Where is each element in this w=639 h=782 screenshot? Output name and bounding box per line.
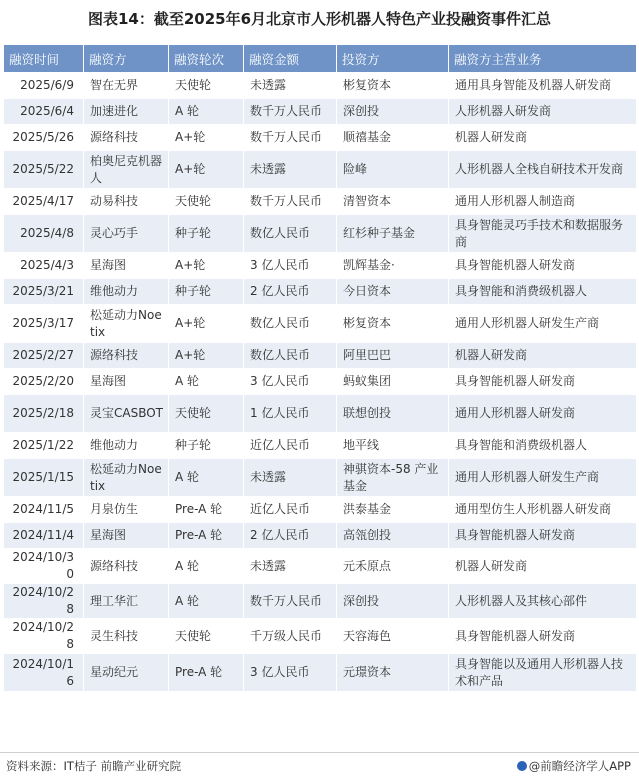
cell-amount: 1 亿人民币 — [244, 395, 337, 433]
cell-amount: 近亿人民币 — [244, 497, 337, 523]
cell-investor: 深创投 — [337, 584, 449, 619]
col-header-investor: 投资方 — [337, 45, 449, 73]
cell-company: 柏奥尼克机器人 — [84, 151, 169, 189]
cell-business: 机器人研发商 — [449, 125, 637, 151]
cell-company: 星动纪元 — [84, 654, 169, 692]
cell-date: 2025/4/17 — [4, 189, 84, 215]
cell-amount: 未透露 — [244, 151, 337, 189]
cell-date: 2025/6/4 — [4, 99, 84, 125]
cell-round: Pre-A 轮 — [169, 654, 244, 692]
cell-round: 天使轮 — [169, 189, 244, 215]
table-row — [4, 343, 637, 369]
cell-company: 维他动力 — [84, 279, 169, 305]
cell-company: 智在无界 — [84, 73, 169, 99]
table-row — [4, 189, 637, 215]
cell-investor: 清智资本 — [337, 189, 449, 215]
cell-round: 天使轮 — [169, 395, 244, 433]
cell-business: 具身智能机器人研发商 — [449, 619, 637, 654]
cell-investor: 凯辉基金· — [337, 253, 449, 279]
footer — [0, 752, 639, 777]
cell-amount: 2 亿人民币 — [244, 279, 337, 305]
cell-company: 月泉仿生 — [84, 497, 169, 523]
cell-company: 源络科技 — [84, 125, 169, 151]
table-row — [4, 279, 637, 305]
cell-business: 人形机器人及其核心部件 — [449, 584, 637, 619]
cell-business: 通用人形机器人研发商 — [449, 395, 637, 433]
cell-round: 种子轮 — [169, 433, 244, 459]
cell-business: 机器人研发商 — [449, 343, 637, 369]
table-row — [4, 99, 637, 125]
cell-amount: 数亿人民币 — [244, 215, 337, 253]
cell-round: Pre-A 轮 — [169, 523, 244, 549]
cell-round: A 轮 — [169, 584, 244, 619]
cell-date: 2025/5/22 — [4, 151, 84, 189]
cell-round: 种子轮 — [169, 215, 244, 253]
cell-business: 具身智能机器人研发商 — [449, 523, 637, 549]
cell-date: 2025/4/3 — [4, 253, 84, 279]
cell-company: 松延动力Noetix — [84, 305, 169, 343]
cell-company: 松延动力Noetix — [84, 459, 169, 497]
brand-logo-icon — [517, 761, 527, 771]
cell-company: 加速进化 — [84, 99, 169, 125]
cell-company: 源络科技 — [84, 343, 169, 369]
cell-amount: 2 亿人民币 — [244, 523, 337, 549]
cell-date: 2025/5/26 — [4, 125, 84, 151]
cell-date: 2025/3/17 — [4, 305, 84, 343]
cell-amount: 千万级人民币 — [244, 619, 337, 654]
page-title: 图表14：截至2025年6月北京市人形机器人特色产业投融资事件汇总 — [87, 10, 552, 28]
cell-business: 通用型仿生人形机器人研发商 — [449, 497, 637, 523]
cell-company: 灵心巧手 — [84, 215, 169, 253]
cell-investor: 今日资本 — [337, 279, 449, 305]
cell-investor: 地平线 — [337, 433, 449, 459]
cell-date: 2025/2/20 — [4, 369, 84, 395]
cell-amount: 3 亿人民币 — [244, 369, 337, 395]
cell-amount: 数千万人民币 — [244, 584, 337, 619]
table-row — [4, 433, 637, 459]
financing-table — [3, 44, 637, 692]
cell-amount: 3 亿人民币 — [244, 253, 337, 279]
cell-amount: 未透露 — [244, 459, 337, 497]
cell-amount: 3 亿人民币 — [244, 654, 337, 692]
cell-date: 2024/11/5 — [4, 497, 84, 523]
cell-round: A 轮 — [169, 99, 244, 125]
cell-date: 2024/10/28 — [4, 584, 84, 619]
cell-round: A 轮 — [169, 549, 244, 584]
cell-company: 理工华汇 — [84, 584, 169, 619]
cell-date: 2025/2/18 — [4, 395, 84, 433]
cell-round: A+轮 — [169, 125, 244, 151]
cell-amount: 数千万人民币 — [244, 99, 337, 125]
cell-date: 2024/10/28 — [4, 619, 84, 654]
cell-amount: 未透露 — [244, 549, 337, 584]
table-row — [4, 395, 637, 433]
cell-round: A+轮 — [169, 305, 244, 343]
table-row — [4, 459, 637, 497]
cell-date: 2025/6/9 — [4, 73, 84, 99]
cell-investor: 天容海色 — [337, 619, 449, 654]
cell-date: 2025/2/27 — [4, 343, 84, 369]
table-row — [4, 125, 637, 151]
cell-investor: 红杉种子基金 — [337, 215, 449, 253]
cell-investor: 神骐资本-58 产业基金 — [337, 459, 449, 497]
table-row — [4, 151, 637, 189]
cell-business: 具身智能机器人研发商 — [449, 253, 637, 279]
cell-date: 2024/10/16 — [4, 654, 84, 692]
cell-round: A 轮 — [169, 369, 244, 395]
cell-company: 星海图 — [84, 369, 169, 395]
cell-round: 天使轮 — [169, 619, 244, 654]
cell-business: 通用具身智能及机器人研发商 — [449, 73, 637, 99]
cell-date: 2025/1/15 — [4, 459, 84, 497]
cell-company: 动易科技 — [84, 189, 169, 215]
cell-amount: 未透露 — [244, 73, 337, 99]
cell-date: 2025/1/22 — [4, 433, 84, 459]
cell-investor: 高瓴创投 — [337, 523, 449, 549]
cell-company: 星海图 — [84, 253, 169, 279]
cell-company: 灵宝CASBOT — [84, 395, 169, 433]
table-row — [4, 369, 637, 395]
col-header-date: 融资时间 — [4, 45, 84, 73]
source-note: 资料来源：IT桔子 前瞻产业研究院 — [6, 759, 182, 773]
cell-amount: 数千万人民币 — [244, 125, 337, 151]
cell-company: 维他动力 — [84, 433, 169, 459]
cell-round: 种子轮 — [169, 279, 244, 305]
table-header-row — [4, 45, 637, 73]
table-row — [4, 215, 637, 253]
cell-amount: 近亿人民币 — [244, 433, 337, 459]
cell-business: 人形机器人全栈自研技术开发商 — [449, 151, 637, 189]
cell-investor: 蚂蚁集团 — [337, 369, 449, 395]
cell-date: 2024/10/30 — [4, 549, 84, 584]
cell-investor: 联想创投 — [337, 395, 449, 433]
cell-investor: 顺禧基金 — [337, 125, 449, 151]
cell-business: 机器人研发商 — [449, 549, 637, 584]
table-row — [4, 305, 637, 343]
cell-business: 具身智能机器人研发商 — [449, 369, 637, 395]
cell-round: A+轮 — [169, 253, 244, 279]
table-row — [4, 584, 637, 619]
col-header-round: 融资轮次 — [169, 45, 244, 73]
col-header-company: 融资方 — [84, 45, 169, 73]
cell-investor: 彬复资本 — [337, 73, 449, 99]
cell-business: 通用人形机器人研发生产商 — [449, 305, 637, 343]
cell-business: 人形机器人研发商 — [449, 99, 637, 125]
cell-amount: 数亿人民币 — [244, 343, 337, 369]
cell-investor: 险峰 — [337, 151, 449, 189]
cell-date: 2024/11/4 — [4, 523, 84, 549]
table-row — [4, 654, 637, 692]
table-row — [4, 73, 637, 99]
table-row — [4, 523, 637, 549]
table-row — [4, 549, 637, 584]
table-row — [4, 253, 637, 279]
cell-investor: 彬复资本 — [337, 305, 449, 343]
cell-amount: 数千万人民币 — [244, 189, 337, 215]
cell-business: 通用人形机器人制造商 — [449, 189, 637, 215]
cell-round: A+轮 — [169, 151, 244, 189]
table-row — [4, 497, 637, 523]
col-header-amount: 融资金额 — [244, 45, 337, 73]
cell-investor: 深创投 — [337, 99, 449, 125]
cell-round: Pre-A 轮 — [169, 497, 244, 523]
cell-date: 2025/4/8 — [4, 215, 84, 253]
cell-business: 具身智能以及通用人形机器人技术和产品 — [449, 654, 637, 692]
cell-company: 灵生科技 — [84, 619, 169, 654]
cell-investor: 元璟资本 — [337, 654, 449, 692]
cell-amount: 数亿人民币 — [244, 305, 337, 343]
cell-investor: 元禾原点 — [337, 549, 449, 584]
cell-investor: 洪泰基金 — [337, 497, 449, 523]
cell-business: 通用人形机器人研发生产商 — [449, 459, 637, 497]
cell-round: A 轮 — [169, 459, 244, 497]
cell-company: 源络科技 — [84, 549, 169, 584]
brand-logo — [517, 758, 631, 774]
cell-investor: 阿里巴巴 — [337, 343, 449, 369]
table-row — [4, 619, 637, 654]
cell-company: 星海图 — [84, 523, 169, 549]
cell-business: 具身智能和消费级机器人 — [449, 433, 637, 459]
cell-business: 具身智能和消费级机器人 — [449, 279, 637, 305]
brand-text: @前瞻经济学人APP — [528, 759, 631, 773]
col-header-business: 融资方主营业务 — [449, 45, 637, 73]
cell-business: 具身智能灵巧手技术和数据服务商 — [449, 215, 637, 253]
cell-round: A+轮 — [169, 343, 244, 369]
cell-date: 2025/3/21 — [4, 279, 84, 305]
cell-round: 天使轮 — [169, 73, 244, 99]
